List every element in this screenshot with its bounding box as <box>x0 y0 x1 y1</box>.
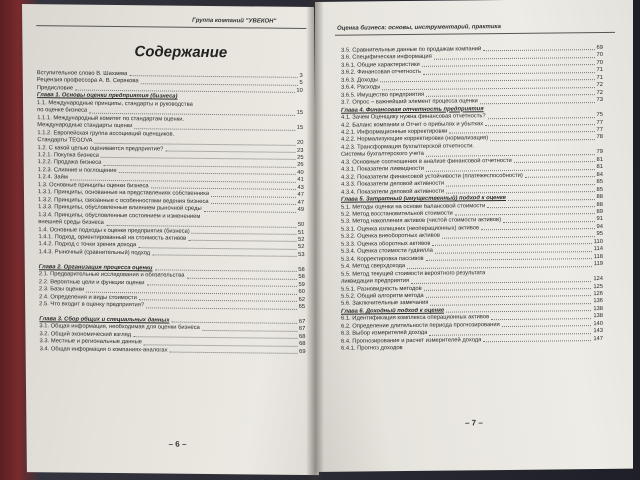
toc-entry-title: 1.3.1. Принципы, основанные на представлениях собственника <box>37 189 210 198</box>
toc-entry-page: 110 <box>593 238 603 245</box>
toc-entry-page: 67 <box>298 318 306 325</box>
toc-entry-title: 3.6.1. Общие характеристики <box>341 61 420 69</box>
toc-entry-page: 58 <box>298 274 305 281</box>
toc-entry-title: 2.1. Предварительные исследования и обязательства <box>38 271 185 279</box>
toc-entry <box>40 346 306 356</box>
toc-entry-title: 3.5. Сравнительные данные по продажам компаний <box>341 46 482 54</box>
right-toc <box>341 45 603 353</box>
toc-entry-page: 71 <box>596 74 603 81</box>
toc-leader-dots <box>94 138 295 146</box>
toc-leader-dots <box>146 302 297 309</box>
toc-entry-page: 5 <box>299 80 303 87</box>
toc-entry-page: 78 <box>596 134 603 141</box>
toc-entry-title: 5.5. Метод текущей стоимости вероятного результата <box>341 269 486 278</box>
book-gutter <box>306 0 324 480</box>
page-title: Содержание <box>134 43 228 62</box>
toc-entry-page: 58 <box>298 266 305 273</box>
right-header-rule <box>335 32 615 36</box>
toc-entry-page: 75 <box>596 112 603 119</box>
toc-entry <box>341 343 603 353</box>
toc-entry-page: 26 <box>297 162 304 169</box>
toc-leader-dots <box>483 336 591 343</box>
toc-entry-page: 72 <box>596 82 603 89</box>
toc-entry-title: 5.3.2. Оценка внеоборотных активов <box>341 233 440 241</box>
toc-entry-title: 3.6. Специфическая информация <box>341 54 432 62</box>
toc-entry-title: 6.2. Определение длительности периода прогнозирования <box>341 321 500 330</box>
toc-leader-dots <box>411 276 591 283</box>
toc-entry-title: 4.2.3. Трансформация бухгалтерской отчетности. <box>341 143 475 151</box>
toc-entry-title: 1.1.2. Европейская группа ассоциаций оценщиков. <box>37 129 175 138</box>
toc-leader-dots <box>146 280 296 287</box>
toc-entry-page: 136 <box>593 298 603 305</box>
toc-entry-page: 138 <box>593 305 603 312</box>
toc-leader-dots <box>101 153 295 160</box>
toc-entry-title: 1.4. Основные подходы к оценке предприятия (бизнеса) <box>38 226 190 235</box>
toc-entry-title: 3.6.4. Расходы <box>341 84 381 91</box>
toc-entry-page: 67 <box>298 326 306 333</box>
toc-entry-title: 4.3. Основные соотношения в анализе финансовой отчетности <box>341 157 512 166</box>
toc-entry-title: 1.1. Международные принципы, стандарты и руководства <box>37 99 193 108</box>
toc-leader-dots <box>491 313 591 320</box>
toc-entry-title: 3.6.2. Финансовая отчетность <box>341 69 422 77</box>
toc-entry-title: 5.3. Метод накопления активов (чистой стоимости активов) <box>341 217 501 226</box>
toc-leader-dots <box>135 123 295 130</box>
toc-entry-page: 147 <box>593 335 603 342</box>
toc-entry-title: 2.2. Вероятные цели и функции оценки <box>38 278 145 286</box>
toc-leader-dots <box>118 168 295 175</box>
left-toc <box>37 70 306 356</box>
toc-entry-page: 126 <box>593 290 603 298</box>
toc-leader-dots <box>380 75 595 83</box>
toc-entry-title: по оценке бизнеса <box>37 107 88 114</box>
toc-entry-page: 72 <box>596 89 603 96</box>
toc-leader-dots <box>75 85 294 93</box>
toc-entry-page: 3 <box>299 72 303 79</box>
toc-leader-dots <box>89 108 295 116</box>
toc-leader-dots <box>446 179 594 186</box>
toc-leader-dots <box>503 216 595 222</box>
toc-leader-dots <box>211 191 295 197</box>
toc-entry-title: 3.6.3. Доходы <box>341 77 378 84</box>
toc-leader-dots <box>188 236 296 243</box>
toc-leader-dots <box>204 206 296 212</box>
toc-entry-title: Глава 3. Сбор общих и специальных данных <box>39 316 170 324</box>
toc-entry-page: 70 <box>596 52 603 59</box>
toc-leader-dots <box>430 299 591 306</box>
toc-leader-dots <box>446 306 591 313</box>
toc-entry-title: 1.2.1. Покупка бизнеса <box>37 152 100 159</box>
toc-leader-dots <box>86 287 296 295</box>
toc-entry-page: 69 <box>596 44 603 52</box>
toc-entry-title: внешней среды бизнеса <box>38 219 104 226</box>
toc-leader-dots <box>172 318 297 325</box>
toc-entry-title: Предисловие <box>36 85 74 92</box>
toc-entry-title: Глава 4. Финансовая отчетность предприятия <box>341 105 484 114</box>
toc-entry-title: 1.4.2. Подход с точки зрения дохода <box>38 241 137 249</box>
toc-entry-page: 143 <box>593 328 603 335</box>
toc-entry-title: 6.1. Идентификация комплекса операционных активов <box>341 314 490 323</box>
left-header-rule <box>36 25 306 29</box>
toc-entry-title: 4.2.2. Нормализующие корректировки (нормализация) <box>341 135 489 144</box>
toc-leader-dots <box>152 250 296 257</box>
toc-entry-page: 89 <box>596 208 603 216</box>
toc-entry-title: Глава 6. Доходный подход к оценке <box>341 307 445 315</box>
toc-entry-page: 52 <box>297 236 305 243</box>
toc-entry-page: 81 <box>596 156 603 163</box>
toc-leader-dots <box>138 243 296 250</box>
toc-entry-title: 2.5. Что входит в оценку предприятия? <box>39 301 145 309</box>
toc-leader-dots <box>488 112 595 119</box>
toc-leader-dots <box>455 209 595 216</box>
toc-entry-page: 94 <box>596 223 603 230</box>
toc-entry-page: 65 <box>298 303 306 311</box>
toc-leader-dots <box>481 224 594 231</box>
toc-entry-page: 138 <box>593 313 603 320</box>
toc-leader-dots <box>435 246 592 253</box>
toc-leader-dots <box>483 45 594 52</box>
toc-entry-page: 53 <box>298 251 305 258</box>
toc-entry-page: 10 <box>296 87 303 94</box>
toc-leader-dots <box>169 347 297 354</box>
toc-entry-title: 3.3. Местные и региональные данные <box>39 338 143 346</box>
toc-entry-title: 3.6.5. Имущество предприятия <box>341 91 425 99</box>
toc-entry-page: 15 <box>296 110 304 117</box>
toc-entry-title: 5.6. Заключительные замечания <box>341 300 429 308</box>
toc-entry-page: 71 <box>596 67 603 74</box>
toc-leader-dots <box>382 82 594 90</box>
toc-leader-dots <box>434 53 595 60</box>
toc-entry-page: 70 <box>596 59 603 66</box>
toc-entry-page: 60 <box>298 289 306 296</box>
toc-leader-dots <box>423 67 595 74</box>
toc-entry-page: 47 <box>297 199 305 206</box>
toc-entry-page: 77 <box>596 126 603 134</box>
toc-entry-title: 5.3.1. Оценка излишних (неоперационных) активов <box>341 225 480 233</box>
toc-entry-page: 15 <box>296 125 304 132</box>
toc-entry-page: 49 <box>297 207 305 214</box>
toc-entry-title: 1.3.4. Принципы, обусловленные состоянием и изменением <box>38 211 201 220</box>
toc-entry-title: Стандарты TEGOVA <box>37 137 93 144</box>
toc-entry-page: 69 <box>299 348 306 355</box>
toc-leader-dots <box>502 321 592 327</box>
toc-entry-title: 5.4. Метод сверхдохода <box>341 263 406 270</box>
toc-leader-dots <box>186 273 296 280</box>
toc-entry-title: Вступительное слово В. Шахаева <box>36 70 128 78</box>
toc-leader-dots <box>446 187 594 194</box>
toc-entry-title: 4.3.2. Показатели финансовой устойчивости (платежеспособности) <box>341 172 523 181</box>
toc-entry-title: 4.1. Зачем Оценщику нужна финансовая отчетность? <box>341 113 486 121</box>
toc-leader-dots <box>407 261 592 268</box>
toc-entry-title: 1.2. С какой целью оценивается предприятие? <box>37 144 164 153</box>
toc-entry-page: 47 <box>297 192 304 199</box>
toc-entry-title: Рецензия профессора А. В. Серякова <box>36 77 139 85</box>
left-page-number: – 6 – <box>168 439 187 449</box>
toc-entry-page: 50 <box>297 221 305 229</box>
toc-entry-page: 119 <box>593 261 603 268</box>
toc-leader-dots <box>154 265 296 272</box>
toc-entry-page: 73 <box>596 97 603 104</box>
toc-entry-title: 5.1. Методы оценки на основе балансовой стоимости <box>341 202 486 211</box>
right-page-number: – 7 – <box>465 418 483 428</box>
toc-entry-page: 68 <box>299 341 306 348</box>
toc-leader-dots <box>165 146 295 153</box>
toc-leader-dots <box>525 172 595 178</box>
toc-leader-dots <box>106 220 296 227</box>
toc-entry-page: 59 <box>298 281 305 288</box>
toc-entry-page: 51 <box>297 229 305 236</box>
toc-leader-dots <box>487 202 594 209</box>
left-page <box>22 4 319 475</box>
toc-entry-title: 5.3.4. Оценка стоимости гудвилла <box>341 247 433 255</box>
toc-entry-title: 1.3. Основные принципы оценки бизнеса <box>37 181 149 190</box>
toc-entry-page: 85 <box>596 186 603 193</box>
toc-entry-title: 3.7. Опрос – важнейший элемент процесса оценки <box>341 98 478 106</box>
toc-entry-title: 4.3.3. Показатели деловой активности <box>341 180 445 188</box>
toc-entry-page: 40 <box>297 169 304 176</box>
toc-entry-page: 41 <box>297 177 304 184</box>
toc-entry-title: 1.2.4. Займ <box>37 174 68 181</box>
toc-entry-title: 6.4. Прогнозирование и расчет измерителей дохода <box>341 336 482 345</box>
toc-entry-title: 1.2.2. Продажа бизнеса <box>37 159 102 167</box>
toc-leader-dots <box>508 194 595 200</box>
toc-entry-page: 23 <box>297 147 304 154</box>
toc-entry-title: 4.3.4. Показатели деловой активности <box>341 188 445 196</box>
toc-entry-page: 81 <box>596 164 603 171</box>
toc-leader-dots <box>432 239 591 246</box>
toc-entry-title: 4.2. Баланс компании и Отчет о прибылях и убытках <box>341 120 484 129</box>
toc-entry-title: 1.1.1. Международный комитет по стандартам оценки. <box>37 114 185 123</box>
toc-entry-title: 2.3. Базы оценки <box>38 286 85 293</box>
toc-entry-page: 25 <box>297 154 304 161</box>
toc-entry-page: 79 <box>596 149 603 156</box>
toc-leader-dots <box>426 291 592 298</box>
toc-entry-title: Системы бухгалтерского учета <box>341 151 424 159</box>
toc-leader-dots <box>490 135 594 142</box>
toc-leader-dots <box>151 183 296 190</box>
toc-entry-title: Глава 1. Основы оценки предприятия (бизнеса) <box>36 92 178 100</box>
toc-entry-title: 3.4. Общая информация о компаниях-аналогах <box>39 345 168 354</box>
toc-leader-dots <box>429 328 591 335</box>
toc-entry-title: 5.3.4. Корректировка пассивов <box>341 255 424 263</box>
toc-leader-dots <box>442 231 595 238</box>
toc-leader-dots <box>144 340 297 347</box>
toc-leader-dots <box>426 254 592 261</box>
toc-entry-title: ликвидации предприятия <box>341 278 410 285</box>
toc-entry-page: 52 <box>298 244 305 251</box>
left-running-head: Группа компаний "УВЕКОН" <box>192 17 277 25</box>
toc-entry-page: 43 <box>297 184 304 191</box>
toc-entry-page: 20 <box>296 139 304 147</box>
toc-leader-dots <box>139 295 297 302</box>
toc-entry-page: 88 <box>596 194 603 201</box>
toc-entry-title: Глава 2. Организация процесса оценки <box>38 263 153 272</box>
toc-entry-title: 3.1. Общая информация, необходимая для оценки бизнеса <box>39 323 200 332</box>
toc-leader-dots <box>422 60 595 67</box>
right-running-head: Оценка бизнеса: основы, инструментарий, практика <box>337 24 501 32</box>
toc-leader-dots <box>426 164 595 171</box>
toc-entry-page: 95 <box>596 231 603 238</box>
toc-leader-dots <box>424 284 592 291</box>
toc-entry-title: 6.4.1. Прогноз доходов <box>341 345 403 352</box>
toc-entry-title: 1.4.1. Подход, ориентированный на стоимость активов <box>38 234 187 242</box>
right-page <box>315 0 633 472</box>
toc-entry-title: 1.4.3. Рыночный (сравнительный) подход <box>38 249 151 257</box>
toc-entry-page: 85 <box>596 179 603 186</box>
toc-entry-title: Глава 5. Затратный (имущественный) подход к оценке <box>341 195 507 203</box>
toc-entry-page: 114 <box>593 246 603 253</box>
toc-entry-title: 1.2.3. Слияние и поглощение <box>37 167 117 174</box>
toc-entry-title: 6.3. Выбор измерителей дохода <box>341 330 428 337</box>
toc-leader-dots <box>480 97 595 104</box>
toc-entry-page: 68 <box>298 333 306 340</box>
toc-leader-dots <box>129 71 297 78</box>
toc-entry-page: 140 <box>593 320 603 327</box>
toc-leader-dots <box>103 160 295 167</box>
toc-entry-title: Международные стандарты оценки <box>37 122 133 130</box>
toc-entry-title: 4.2.1. Информационные корректировки <box>341 128 448 136</box>
toc-leader-dots <box>133 332 297 339</box>
toc-entry-title: 5.3.3. Оценка оборотных активов <box>341 240 431 248</box>
toc-leader-dots <box>202 325 297 331</box>
toc-entry-page: 62 <box>298 296 306 303</box>
toc-entry-title: 2.4. Определения и виды стоимости <box>39 293 137 301</box>
toc-entry-title: 5.5.2. Общий алгоритм метода <box>341 292 424 300</box>
toc-leader-dots <box>426 149 595 156</box>
toc-entry-page: 77 <box>596 119 603 126</box>
toc-leader-dots <box>514 157 595 163</box>
toc-entry-page: 118 <box>593 253 603 260</box>
toc-entry-page: 88 <box>596 201 603 208</box>
toc-leader-dots <box>211 199 296 205</box>
toc-entry-page: 125 <box>593 283 603 290</box>
toc-entry-page: 124 <box>593 276 603 283</box>
toc-entry-title: 4.3.1. Показатели ликвидности <box>341 166 425 173</box>
toc-leader-dots <box>192 228 296 235</box>
toc-entry-title: 1.3.2. Принципы, связанные с особенностями ведения бизнеса <box>38 196 209 205</box>
toc-entry-page: 84 <box>596 171 603 178</box>
toc-entry-page: 91 <box>596 216 603 223</box>
toc-leader-dots <box>70 175 296 183</box>
toc-entry-title: 5.5.1. Разновидность методов <box>341 285 422 293</box>
toc-entry-title: 1.3.3. Принципы, обусловленные влиянием рыночной среды <box>38 204 202 213</box>
toc-leader-dots <box>449 127 594 134</box>
toc-entry-title: 3.2. Общий экономический взгляд <box>39 331 132 339</box>
toc-leader-dots <box>141 79 298 86</box>
toc-entry-title: 5.2. Метод восстановительной стоимости <box>341 210 453 218</box>
toc-leader-dots <box>485 120 594 127</box>
toc-leader-dots <box>426 90 594 97</box>
